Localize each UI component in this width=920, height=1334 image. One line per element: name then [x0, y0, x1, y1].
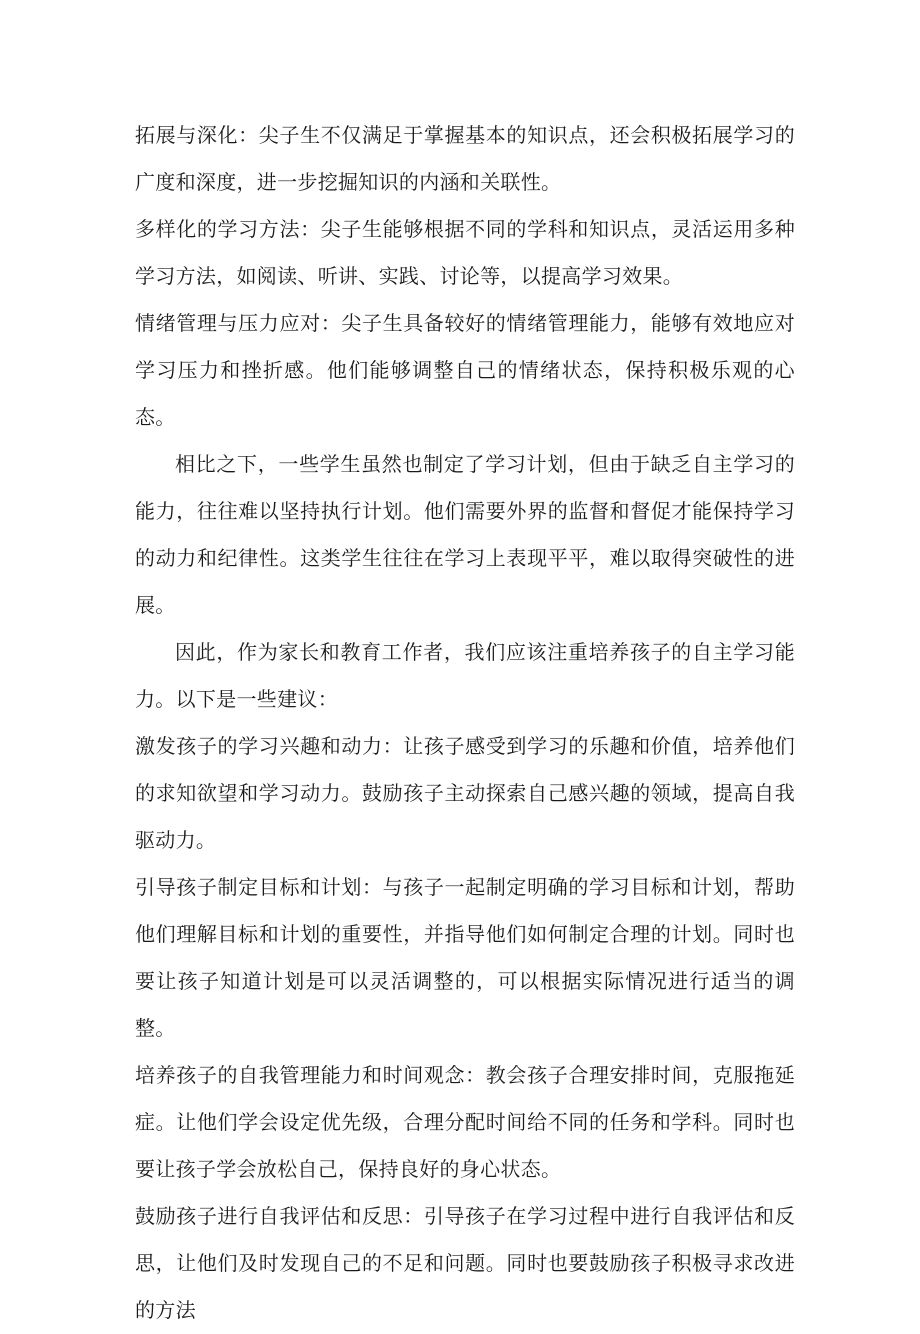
- list-item-self-management: 培养孩子的自我管理能力和时间观念：教会孩子合理安排时间，克服拖延症。让他们学会设定优先级，合理分配时间给不同的任务和学科。同时也要让孩子学会放松自己，保持良好的身心状态。: [135, 1063, 795, 1181]
- paragraph-suggestions-intro: 因此，作为家长和教育工作者，我们应该注重培养孩子的自主学习能力。以下是一些建议：: [135, 640, 795, 711]
- list-item-expand-deepen: 拓展与深化：尖子生不仅满足于掌握基本的知识点，还会积极拓展学习的广度和深度，进一步挖掘知识的内涵和关联性。: [135, 123, 795, 194]
- list-item-self-evaluation: 鼓励孩子进行自我评估和反思：引导孩子在学习过程中进行自我评估和反思，让他们及时发现自己的不足和问题。同时也要鼓励孩子积极寻求改进的方法: [135, 1204, 795, 1322]
- list-item-goals-plans: 引导孩子制定目标和计划：与孩子一起制定明确的学习目标和计划，帮助他们理解目标和计划的重要性，并指导他们如何制定合理的计划。同时也要让孩子知道计划是可以灵活调整的，可以根据实际情况进行适当的调整。: [135, 875, 795, 1040]
- list-item-diverse-methods: 多样化的学习方法：尖子生能够根据不同的学科和知识点，灵活运用多种学习方法，如阅读、听讲、实践、讨论等，以提高学习效果。: [135, 217, 795, 288]
- list-item-stimulate-interest: 激发孩子的学习兴趣和动力：让孩子感受到学习的乐趣和价值，培养他们的求知欲望和学习动力。鼓励孩子主动探索自己感兴趣的领域，提高自我驱动力。: [135, 734, 795, 852]
- list-item-emotion-management: 情绪管理与压力应对：尖子生具备较好的情绪管理能力，能够有效地应对学习压力和挫折感。他们能够调整自己的情绪状态，保持积极乐观的心态。: [135, 311, 795, 429]
- document-body: [135, 112, 795, 1334]
- paragraph-comparison: 相比之下，一些学生虽然也制定了学习计划，但由于缺乏自主学习的能力，往往难以坚持执行计划。他们需要外界的监督和督促才能保持学习的动力和纪律性。这类学生往往在学习上表现平平，难以取得突破性的进展。: [135, 452, 795, 617]
